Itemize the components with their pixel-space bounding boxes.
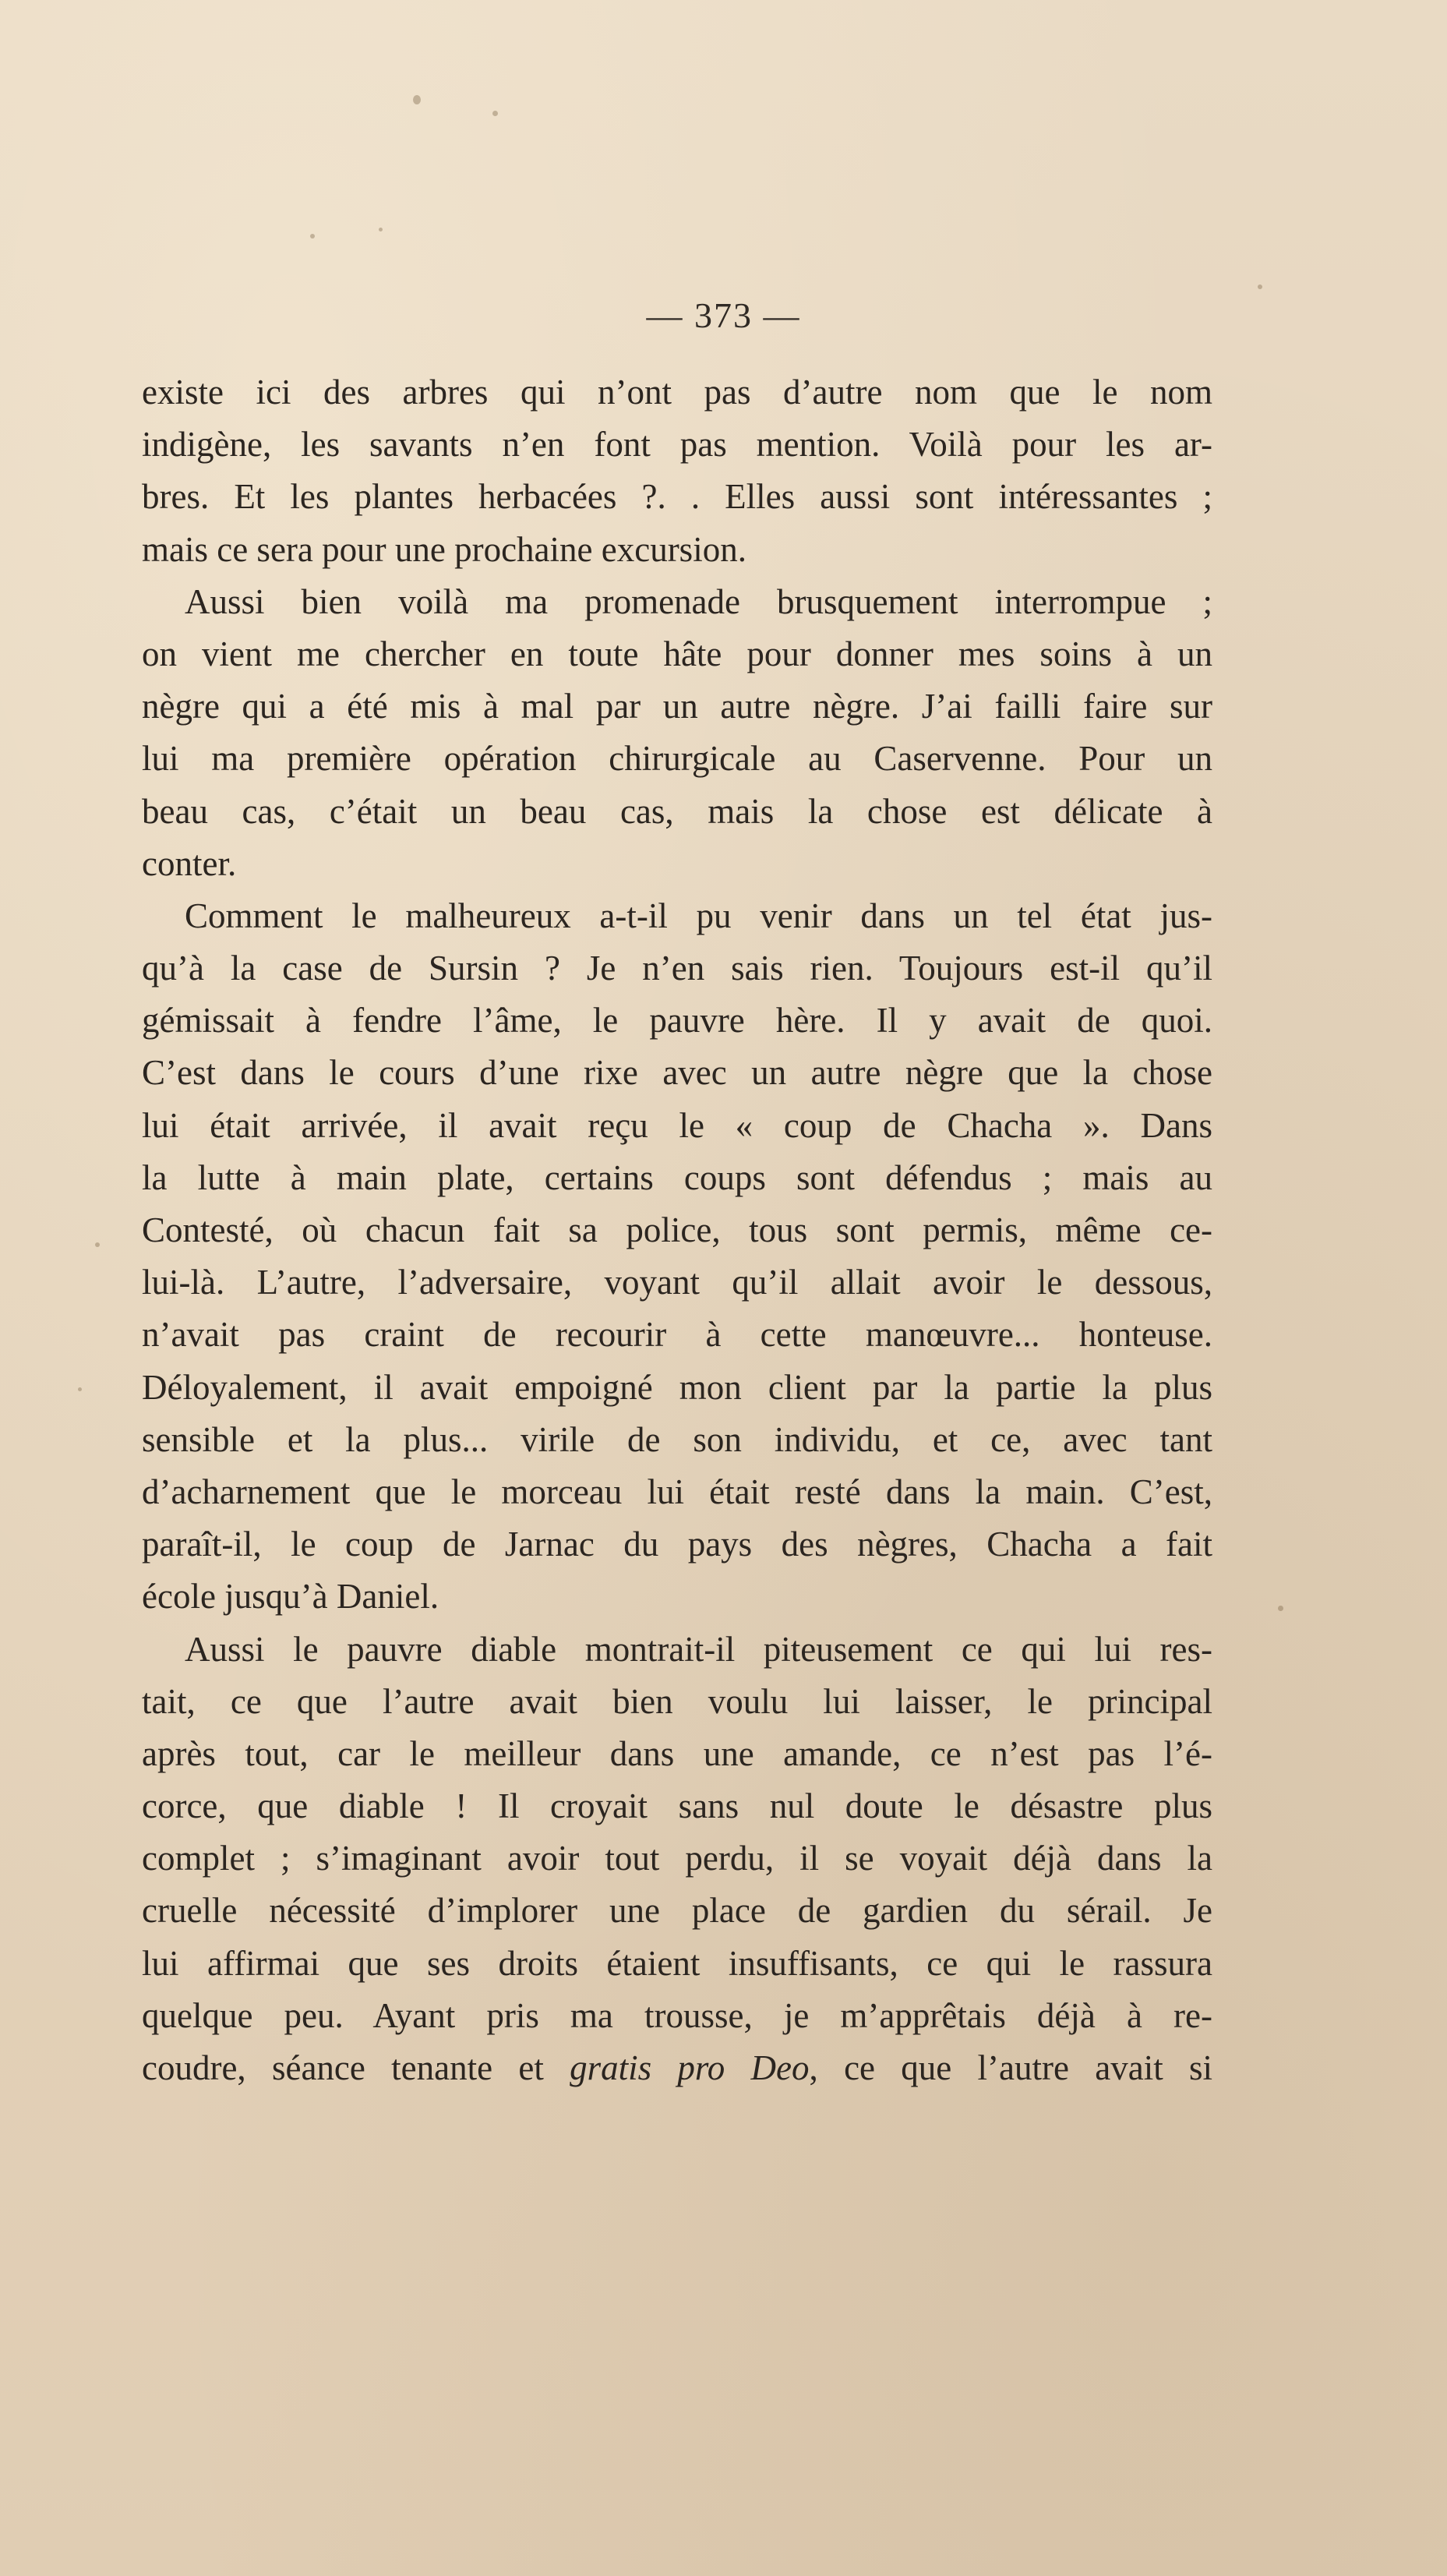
paper-spot bbox=[1278, 1606, 1283, 1611]
text-line: après tout, car le meilleur dans une amande, ce n’est pas l’é- bbox=[142, 1733, 1212, 1773]
text-line: bres. Et les plantes herbacées ?. . Elles aussi sont intéressantes ; bbox=[142, 477, 1212, 517]
text-fragment: coudre, séance tenante et bbox=[142, 2048, 570, 2087]
text-line: corce, que diable ! Il croyait sans nul doute le désastre plus bbox=[142, 1786, 1212, 1826]
text-line: sensible et la plus... virile de son individu, et ce, avec tant bbox=[142, 1419, 1212, 1459]
text-line: qu’à la case de Sursin ? Je n’en sais rien. Toujours est-il qu’il bbox=[142, 949, 1212, 988]
text-line: n’avait pas craint de recourir à cette manœuvre... honteuse. bbox=[142, 1315, 1212, 1355]
text-line: C’est dans le cours d’une rixe avec un autre nègre que la chose bbox=[142, 1053, 1212, 1093]
text-line: tait, ce que l’autre avait bien voulu lui laisser, le principal bbox=[142, 1681, 1212, 1721]
text-line: existe ici des arbres qui n’ont pas d’autre nom que le nom bbox=[142, 373, 1212, 412]
text-line: Contesté, où chacun fait sa police, tous sont permis, même ce- bbox=[142, 1210, 1212, 1249]
paper-spot bbox=[379, 228, 383, 231]
text-line: lui ma première opération chirurgicale au Caservenne. Pour un bbox=[142, 739, 1212, 779]
italic-phrase: gratis pro Deo bbox=[570, 2048, 810, 2087]
text-line: Aussi bien voilà ma promenade brusquement interrompue ; bbox=[185, 581, 1212, 621]
text-line: nègre qui a été mis à mal par un autre nègre. J’ai failli faire sur bbox=[142, 687, 1212, 726]
paper-spot bbox=[492, 111, 498, 116]
text-line: école jusqu’à Daniel. bbox=[142, 1577, 439, 1617]
paper-spot bbox=[310, 234, 315, 239]
paper-spot bbox=[413, 95, 421, 104]
text-line-last bbox=[142, 2042, 1212, 2094]
text-line: Aussi le pauvre diable montrait-il piteusement ce qui lui res- bbox=[185, 1629, 1212, 1669]
text-line: paraît-il, le coup de Jarnac du pays des nègres, Chacha a fait bbox=[142, 1525, 1212, 1564]
text-line: cruelle nécessité d’implorer une place de gardien du sérail. Je bbox=[142, 1891, 1212, 1931]
text-line: mais ce sera pour une prochaine excursion. bbox=[142, 529, 746, 569]
text-line: lui-là. L’autre, l’adversaire, voyant qu’il allait avoir le dessous, bbox=[142, 1263, 1212, 1302]
paper-spot bbox=[78, 1387, 82, 1391]
text-line: la lutte à main plate, certains coups sont défendus ; mais au bbox=[142, 1157, 1212, 1197]
body-text bbox=[142, 366, 1212, 2094]
text-line: quelque peu. Ayant pris ma trousse, je m’apprêtais déjà à re- bbox=[142, 1995, 1212, 2035]
text-line: lui était arrivée, il avait reçu le « coup de Chacha ». Dans bbox=[142, 1105, 1212, 1145]
text-line: Comment le malheureux a-t-il pu venir dans un tel état jus- bbox=[185, 896, 1212, 935]
text-line: indigène, les savants n’en font pas mention. Voilà pour les ar- bbox=[142, 425, 1212, 465]
text-fragment: , ce que l’autre avait si bbox=[809, 2048, 1212, 2087]
text-line: on vient me chercher en toute hâte pour donner mes soins à un bbox=[142, 634, 1212, 673]
paper-spot bbox=[1258, 284, 1262, 289]
paper-spot bbox=[95, 1242, 100, 1247]
text-line: Déloyalement, il avait empoigné mon client par la partie la plus bbox=[142, 1367, 1212, 1407]
text-line: lui affirmai que ses droits étaient insuffisants, ce qui le rassura bbox=[142, 1943, 1212, 1983]
text-line: beau cas, c’était un beau cas, mais la chose est délicate à bbox=[142, 791, 1212, 831]
text-line: complet ; s’imaginant avoir tout perdu, il se voyait déjà dans la bbox=[142, 1839, 1212, 1878]
page-number: — 373 — bbox=[646, 295, 801, 335]
text-line: d’acharnement que le morceau lui était resté dans la main. C’est, bbox=[142, 1472, 1212, 1511]
text-line: gémissait à fendre l’âme, le pauvre hère. Il y avait de quoi. bbox=[142, 1001, 1212, 1041]
text-line: conter. bbox=[142, 843, 237, 883]
